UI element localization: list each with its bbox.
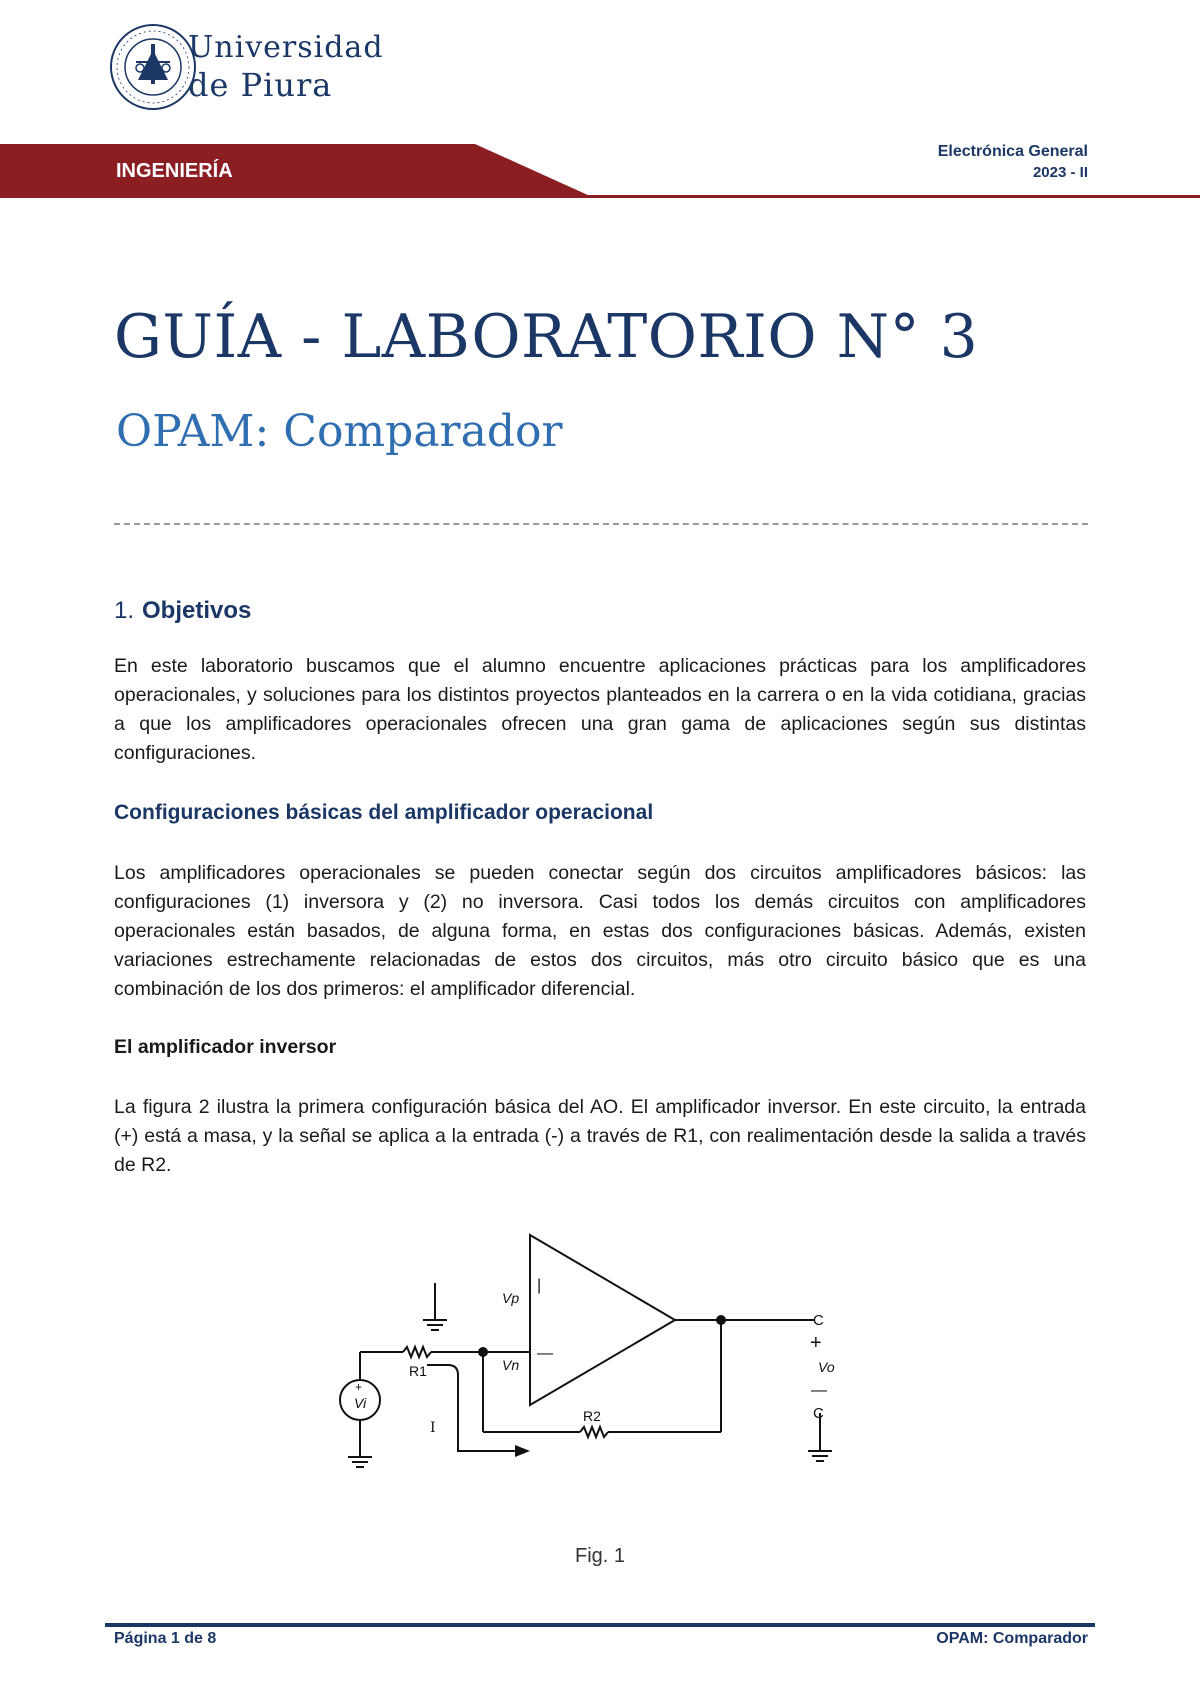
vo-minus-mark: —	[811, 1382, 827, 1399]
output-terminal-top: C	[813, 1312, 824, 1329]
university-name-line1: Universidad	[188, 30, 384, 65]
title-divider	[114, 523, 1088, 525]
inversor-heading: El amplificador inversor	[114, 1036, 337, 1058]
objetivos-paragraph: En este laboratorio buscamos que el alumno encuentre aplicaciones prácticas para los amplificadores operacionales, y soluciones para los distintos proyectos planteados en la carrera o en la vida cotidiana, gracias a que los amplificadores operacionales ofrecen una gran gama de aplicaciones según sus distintas configuraciones.	[114, 655, 1086, 764]
opamp-plus-mark: |	[537, 1277, 542, 1294]
vp-label: Vp	[502, 1290, 520, 1306]
vi-label: Vi	[354, 1395, 367, 1411]
section-number: 1.	[114, 597, 135, 624]
section-heading-objetivos	[114, 597, 251, 625]
inversor-paragraph: La figura 2 ilustra la primera configuración básica del AO. El amplificador inversor. En este circuito, la entrada (+) está a masa, y la señal se aplica a la entrada (-) a través de R1, con realimentación desde la salida a través de R2.	[114, 1096, 1086, 1176]
footer-rule	[105, 1623, 1095, 1627]
vo-label: Vo	[818, 1359, 835, 1375]
source-plus-mark: +	[355, 1380, 363, 1394]
page-title: GUÍA - LABORATORIO N° 3	[114, 302, 979, 372]
r1-label: R1	[409, 1363, 427, 1379]
university-logo	[108, 22, 384, 112]
university-name-line2: de Piura	[188, 66, 333, 104]
junction-node	[478, 1347, 488, 1357]
vn-label: Vn	[502, 1357, 520, 1373]
r2-label: R2	[583, 1408, 601, 1424]
config-paragraph: Los amplificadores operacionales se pueden conectar según dos circuitos amplificadores básicos: las configuraciones (1) inversora y (2) no inversora. Casi todos los demás circuitos con amplificadores operacionales están basados, de alguna forma, en estas dos configuraciones básicas. Además, existen variaciones estrechamente relacionadas de estos dos circuitos, más otro circuito básico que es una combinación de los dos primeros: el amplificador diferencial.	[114, 862, 1086, 1000]
inverting-amplifier-diagram	[330, 1225, 850, 1495]
university-seal-icon	[108, 22, 198, 112]
opamp-minus-mark: —	[537, 1345, 553, 1362]
output-node	[716, 1315, 726, 1325]
config-heading: Configuraciones básicas del amplificador operacional	[114, 801, 654, 824]
output-terminal-bottom: C	[813, 1405, 824, 1422]
faculty-label: INGENIERÍA	[116, 160, 233, 182]
course-term: 2023 - II	[1032, 164, 1088, 181]
section-title: Objetivos	[142, 597, 252, 624]
r2-resistor	[580, 1427, 608, 1437]
page-number: Página 1 de 8	[114, 1630, 217, 1647]
current-arrow-head	[515, 1445, 530, 1457]
footer-title: OPAM: Comparador	[936, 1630, 1088, 1647]
opamp-symbol	[530, 1235, 675, 1405]
r1-resistor	[403, 1347, 431, 1357]
vo-plus-mark: +	[810, 1332, 822, 1354]
course-name: Electrónica General	[937, 143, 1088, 160]
figure-caption: Fig. 1	[574, 1545, 626, 1567]
page-subtitle: OPAM: Comparador	[116, 406, 563, 457]
current-label: I	[430, 1420, 436, 1436]
